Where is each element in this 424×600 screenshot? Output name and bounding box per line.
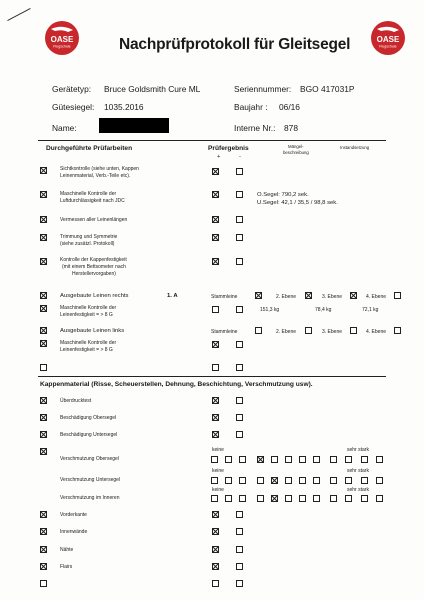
naehte-minus[interactable] — [236, 546, 243, 553]
interne-value: 878 — [284, 123, 298, 133]
col-pruefarbeiten: Durchgeführte Prüfarbeiten — [46, 145, 133, 152]
rechts-ebene2: 2. Ebene — [276, 294, 297, 300]
links-stammleine-box[interactable] — [255, 327, 262, 334]
v-ober-3[interactable] — [239, 456, 246, 463]
guetesiegel-value: 1035.2016 — [104, 102, 144, 112]
label-ueberdruck: Überdrucktest — [60, 398, 92, 404]
logo-right-main: OASE — [376, 35, 400, 44]
geraetetyp-value: Bruce Goldsmith Cure ML — [104, 84, 201, 94]
label-luft: Maschinelle Kontrolle der — [60, 191, 117, 197]
label-innen: Innenwände — [60, 529, 88, 535]
label-sicht-2: Leinenmaterial, Verb.-Teile etc). — [60, 173, 131, 179]
label-ober: Beschädigung Obersegel — [60, 415, 117, 421]
unter-plus[interactable] — [212, 431, 219, 438]
last-plus[interactable] — [212, 580, 219, 587]
interne-label: Interne Nr.: — [234, 123, 276, 133]
check-ober[interactable] — [40, 414, 47, 421]
check-verschmutzung[interactable] — [40, 448, 47, 455]
check-links[interactable] — [40, 327, 47, 334]
v-ober-12[interactable] — [376, 456, 383, 463]
scale-ober-sehr-stark: sehr stark — [347, 447, 369, 453]
label-unter: Beschädigung Untersegel — [60, 432, 118, 438]
label-masch-rechts-2: Leinenfestigkeit = > 8 G — [60, 312, 113, 318]
label-masch-links-2: Leinenfestigkeit = > 8 G — [60, 347, 113, 353]
logo-right-sub: Flugschule — [379, 44, 397, 49]
links-ebene2-box[interactable] — [305, 327, 312, 334]
scale-ober-keine: keine — [212, 447, 224, 453]
check-naehte[interactable] — [40, 546, 47, 553]
check-innen[interactable] — [40, 528, 47, 535]
oase-logo-left — [44, 20, 80, 56]
col-instandsetzung: Instandsetzung — [340, 145, 370, 150]
col-minus: - — [239, 154, 241, 160]
kappe-minus[interactable] — [236, 258, 243, 265]
links-stammleine: Stammleine — [211, 329, 238, 335]
ueberdruck-minus[interactable] — [236, 397, 243, 404]
v-unter-6[interactable] — [285, 477, 292, 484]
masch-links-minus[interactable] — [236, 341, 243, 348]
label-trimm-2: (siehe zusätzl. Protokoll) — [60, 241, 115, 247]
label-masch-links: Maschinelle Kontrolle der — [60, 340, 117, 346]
v-ober-10[interactable] — [345, 456, 352, 463]
unter-minus[interactable] — [236, 431, 243, 438]
check-masch-rechts[interactable] — [40, 305, 47, 312]
kg-value-1: 151,3 kg — [260, 307, 280, 313]
check-vermessen[interactable] — [40, 216, 47, 223]
v-ober-9[interactable] — [330, 456, 337, 463]
v-ober-1[interactable] — [211, 456, 218, 463]
label-vermessen: Vermessen aller Leinenlängen — [60, 217, 128, 223]
v-ober-6[interactable] — [285, 456, 292, 463]
v-ober-8[interactable] — [313, 456, 320, 463]
label-trimm: Trimmung und Symmetrie — [60, 234, 118, 240]
page-title: Nachprüfprotokoll für Gleitsegel — [119, 36, 351, 53]
label-masch-rechts: Maschinelle Kontrolle der — [60, 305, 117, 311]
v-unter-4[interactable] — [257, 477, 264, 484]
luft-unten: U.Segel: 42,1 / 35,5 / 98,8 sek. — [257, 200, 338, 206]
v-unter-11[interactable] — [361, 477, 368, 484]
v-unter-8[interactable] — [313, 477, 320, 484]
check-trimm[interactable] — [40, 234, 47, 241]
ober-minus[interactable] — [236, 414, 243, 421]
v-unter-1[interactable] — [211, 477, 218, 484]
luft-oben: O.Segel: 790,2 sek. — [257, 192, 309, 198]
check-vorder[interactable] — [40, 511, 47, 518]
v-innen-5[interactable] — [271, 495, 278, 502]
v-ober-7[interactable] — [299, 456, 306, 463]
luft-plus[interactable] — [212, 191, 219, 198]
name-label: Name: — [52, 123, 77, 133]
v-ober-4[interactable] — [257, 456, 264, 463]
v-innen-11[interactable] — [361, 495, 368, 502]
empty-minus[interactable] — [236, 364, 243, 371]
v-innen-4[interactable] — [257, 495, 264, 502]
v-ober-11[interactable] — [361, 456, 368, 463]
v-innen-3[interactable] — [239, 495, 246, 502]
check-kappe[interactable] — [40, 258, 47, 265]
v-innen-7[interactable] — [299, 495, 306, 502]
kappe-plus[interactable] — [212, 258, 219, 265]
label-sicht: Sichtkontrolle (siehe unten, Kappen — [60, 166, 139, 172]
rechts-stammleine-box[interactable] — [255, 292, 262, 299]
label-v-unter: Verschmutzung Untersegel — [60, 477, 121, 483]
redacted-name — [99, 118, 169, 133]
ueberdruck-plus[interactable] — [212, 397, 219, 404]
links-ebene2: 2. Ebene — [276, 329, 297, 335]
v-unter-3[interactable] — [239, 477, 246, 484]
vorder-minus[interactable] — [236, 511, 243, 518]
flairs-plus[interactable] — [212, 563, 219, 570]
label-rechts-num: 1. A — [167, 293, 178, 299]
v-unter-9[interactable] — [330, 477, 337, 484]
label-links: Ausgebaute Leinen links — [60, 328, 125, 334]
masch-rechts-plus[interactable] — [212, 306, 219, 313]
v-innen-9[interactable] — [330, 495, 337, 502]
v-unter-7[interactable] — [299, 477, 306, 484]
rechts-ebene2-box[interactable] — [305, 292, 312, 299]
naehte-plus[interactable] — [212, 546, 219, 553]
empty-plus[interactable] — [212, 364, 219, 371]
links-ebene4-box[interactable] — [394, 327, 401, 334]
seriennummer-value: BGO 417031P — [300, 84, 355, 94]
label-rechts: Ausgebaute Leinen rechts — [60, 293, 129, 299]
check-luft[interactable] — [40, 191, 47, 198]
col-plus: + — [217, 154, 221, 160]
links-ebene4: 4. Ebene — [366, 329, 387, 335]
last-minus[interactable] — [236, 580, 243, 587]
oase-logo-right — [370, 20, 406, 56]
scale-unter-keine: keine — [212, 468, 224, 474]
sicht-plus[interactable] — [212, 168, 219, 175]
v-innen-12[interactable] — [376, 495, 383, 502]
label-kappe: Kontrolle der Kappenfestigkeit — [60, 257, 127, 263]
logo-left-main: OASE — [50, 35, 74, 44]
check-unter[interactable] — [40, 431, 47, 438]
col-pruefergebnis: Prüfergebnis — [208, 145, 249, 152]
check-empty[interactable] — [40, 364, 47, 371]
kg-value-2: 78,4 kg — [315, 307, 332, 313]
check-rechts[interactable] — [40, 292, 47, 299]
rechts-ebene4-box[interactable] — [394, 292, 401, 299]
label-vorder: Vorderkante — [60, 512, 87, 518]
check-sicht[interactable] — [40, 167, 47, 174]
pen-scribble — [7, 8, 31, 21]
label-luft-2: Luftdurchlässigkeit nach JDC — [60, 198, 125, 204]
col-maengel: Mängel- — [288, 144, 304, 149]
scale-unter-sehr-stark: sehr stark — [347, 468, 369, 474]
vermessen-minus[interactable] — [236, 216, 243, 223]
label-kappe-2: (mit einem Bettsometer nach — [62, 264, 126, 270]
check-last[interactable] — [40, 580, 47, 587]
check-flairs[interactable] — [40, 563, 47, 570]
sicht-minus[interactable] — [236, 168, 243, 175]
links-ebene3-box[interactable] — [350, 327, 357, 334]
col-maengel-2: beschreibung — [283, 150, 309, 155]
seriennummer-label: Seriennummer: — [234, 84, 292, 94]
luft-minus[interactable] — [236, 191, 243, 198]
masch-rechts-minus[interactable] — [236, 306, 243, 313]
masch-links-plus[interactable] — [212, 341, 219, 348]
label-flairs: Flairs — [60, 564, 73, 570]
v-unter-10[interactable] — [345, 477, 352, 484]
logo-left-sub: Flugschule — [53, 44, 71, 49]
trimm-minus[interactable] — [236, 234, 243, 241]
v-ober-2[interactable] — [225, 456, 232, 463]
links-ebene3: 3. Ebene — [322, 329, 343, 335]
label-v-innen: Verschmutzung im Inneren — [60, 495, 120, 501]
rechts-ebene4: 4. Ebene — [366, 294, 387, 300]
geraetetyp-label: Gerätetyp: — [52, 84, 92, 94]
v-innen-8[interactable] — [313, 495, 320, 502]
guetesiegel-label: Gütesiegel: — [52, 102, 95, 112]
scale-innen-keine: keine — [212, 487, 224, 493]
check-masch-links[interactable] — [40, 340, 47, 347]
v-unter-5[interactable] — [271, 477, 278, 484]
kg-value-3: 72,1 kg — [362, 307, 379, 313]
label-naehte: Nähte — [60, 547, 74, 553]
v-unter-12[interactable] — [376, 477, 383, 484]
innen-plus[interactable] — [212, 528, 219, 535]
rechts-stammleine: Stammleine — [211, 294, 238, 300]
rechts-ebene3: 3. Ebene — [322, 294, 343, 300]
vermessen-plus[interactable] — [212, 216, 219, 223]
vorder-plus[interactable] — [212, 511, 219, 518]
flairs-minus[interactable] — [236, 563, 243, 570]
ober-plus[interactable] — [212, 414, 219, 421]
innen-minus[interactable] — [236, 528, 243, 535]
baujahr-value: 06/16 — [279, 102, 300, 112]
v-innen-1[interactable] — [211, 495, 218, 502]
baujahr-label: Baujahr : — [234, 102, 268, 112]
v-innen-10[interactable] — [345, 495, 352, 502]
v-ober-5[interactable] — [271, 456, 278, 463]
rechts-ebene3-box[interactable] — [350, 292, 357, 299]
trimm-plus[interactable] — [212, 234, 219, 241]
scale-innen-sehr-stark: sehr stark — [347, 487, 369, 493]
label-kappe-3: Herstellervorgaben) — [72, 271, 116, 277]
label-v-ober: Verschmutzung Obersegel — [60, 456, 119, 462]
check-ueberdruck[interactable] — [40, 397, 47, 404]
divider-top — [38, 140, 386, 141]
v-unter-2[interactable] — [225, 477, 232, 484]
divider-kappen — [38, 376, 386, 377]
kappen-title: Kappenmaterial (Risse, Scheuerstellen, Dehnung, Beschichtung, Verschmutzung usw). — [40, 381, 313, 388]
v-innen-2[interactable] — [225, 495, 232, 502]
v-innen-6[interactable] — [285, 495, 292, 502]
